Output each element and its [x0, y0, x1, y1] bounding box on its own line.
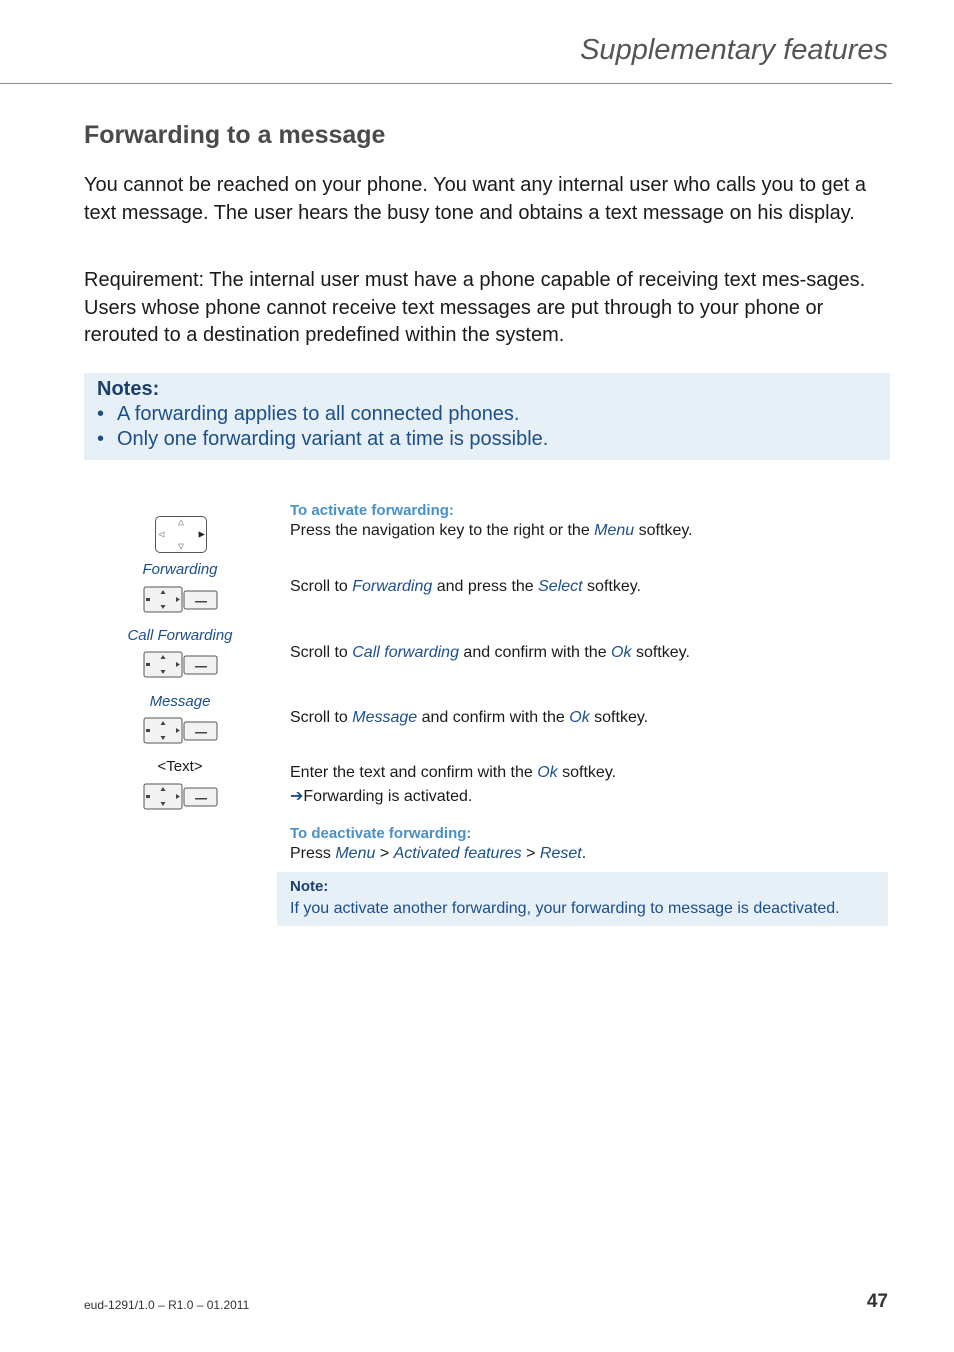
step-text: Scroll to	[290, 578, 353, 595]
menu-path-item: Activated features	[393, 845, 522, 862]
intro-paragraph	[84, 172, 874, 227]
notes-item	[97, 403, 520, 426]
navigation-key-icon	[155, 516, 207, 553]
path-separator: >	[521, 845, 540, 862]
step-text: Press	[290, 845, 336, 862]
activate-step-3	[290, 644, 690, 662]
deactivate-step	[290, 845, 586, 863]
menu-path-item: Reset	[539, 845, 582, 862]
document-code: eud-1291/1.0 – R1.0 – 01.2011	[84, 1298, 250, 1312]
softkey-name: Ok	[611, 644, 632, 661]
scroll-and-softkey-icon	[143, 651, 219, 679]
step-text: softkey.	[631, 644, 690, 661]
header-divider	[0, 83, 892, 84]
menu-item-name: Call forwarding	[352, 644, 459, 661]
note-text: If you activate another forwarding, your forwarding to message is deactivated.	[290, 900, 840, 917]
menu-path-item: Menu	[335, 845, 376, 862]
menu-item-name: Message	[352, 709, 418, 726]
softkey-name: Ok	[569, 709, 590, 726]
intro-paragraph-text: You cannot be reached on your phone. You want any internal user who calls you to get a text message. The user hears the busy tone and obtains a text message on his display.	[84, 174, 867, 224]
menu-label-forwarding: Forwarding	[142, 561, 218, 578]
notes-item-text: Only one forwarding variant at a time is possible.	[117, 428, 549, 450]
step-text: Scroll to	[290, 644, 353, 661]
step-text: Press the navigation key to the right or the	[290, 522, 595, 539]
step-text: softkey.	[589, 709, 649, 726]
text-input-label: <Text>	[157, 758, 203, 775]
note-title: Note:	[290, 878, 329, 895]
step-text: .	[581, 845, 587, 862]
menu-label-message: Message	[149, 693, 211, 710]
scroll-and-softkey-icon	[143, 717, 219, 745]
step-text: and confirm with the	[458, 644, 612, 661]
notes-item	[97, 428, 548, 451]
step-text: and press the	[432, 578, 539, 595]
activate-step-1	[290, 522, 693, 540]
menu-item-name: Forwarding	[352, 578, 433, 595]
path-separator: >	[375, 845, 394, 862]
softkey-name: Select	[538, 578, 583, 595]
softkey-name: Ok	[537, 764, 558, 781]
step-text: softkey.	[557, 764, 617, 781]
notes-title: Notes:	[97, 378, 160, 400]
notes-item-text: A forwarding applies to all connected phones.	[117, 403, 520, 425]
page-number: 47	[866, 1291, 888, 1312]
notes-box	[84, 373, 890, 460]
result-arrow-icon: ➔	[290, 788, 304, 805]
step-text: Enter the text and confirm with the	[290, 764, 538, 781]
deactivate-heading: To deactivate forwarding:	[290, 825, 472, 842]
step-text: softkey.	[634, 522, 693, 539]
result-text: Forwarding is activated.	[303, 788, 473, 805]
requirement-paragraph	[84, 267, 874, 350]
step-text: softkey.	[582, 578, 641, 595]
softkey-name: Menu	[594, 522, 635, 539]
section-title: Supplementary features	[580, 34, 888, 66]
activate-result	[290, 786, 472, 806]
note-box	[277, 872, 888, 926]
activate-step-5	[290, 764, 616, 782]
activate-step-4	[290, 709, 648, 727]
menu-label-call-forwarding: Call Forwarding	[127, 627, 233, 644]
step-text: and confirm with the	[417, 709, 570, 726]
activate-heading: To activate forwarding:	[290, 502, 454, 519]
requirement-paragraph-text: Requirement: The internal user must have a phone capable of receiving text mes-sages. Users whose phone cannot receive text messages are put through to your phone or rerouted to a destination predefined within the system.	[84, 269, 866, 346]
navigation-arrows-icon	[156, 517, 206, 552]
page-heading: Forwarding to a message	[84, 121, 386, 149]
bullet: •	[97, 428, 105, 450]
step-text: Scroll to	[290, 709, 353, 726]
scroll-and-softkey-icon	[143, 586, 219, 614]
bullet: •	[97, 403, 105, 425]
scroll-and-softkey-icon	[143, 783, 219, 811]
activate-step-2	[290, 578, 641, 596]
